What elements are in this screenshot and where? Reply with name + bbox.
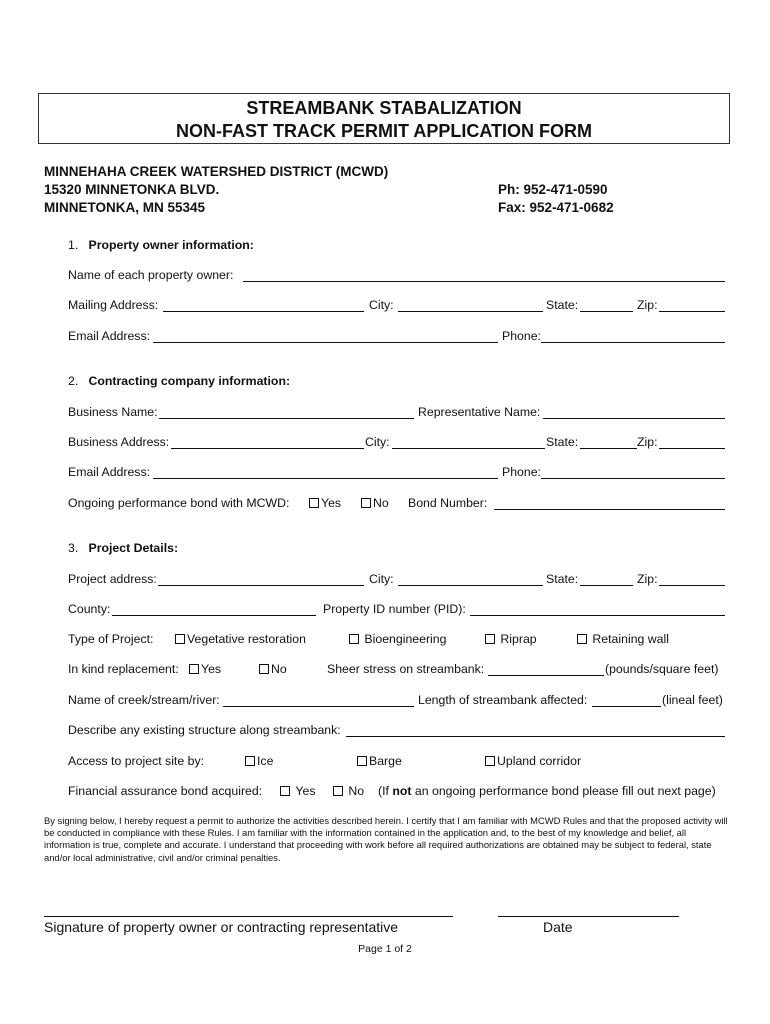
financial-yes-checkbox[interactable] [280, 786, 290, 796]
access-barge-label: Barge [369, 754, 402, 768]
owner-email-field[interactable] [153, 342, 498, 343]
project-city-label: City: [369, 572, 394, 586]
owner-zip-label: Zip: [637, 298, 658, 312]
business-email-label: Email Address: [68, 465, 151, 479]
section-3-heading [68, 541, 178, 555]
section-1-number: 1. [68, 238, 79, 252]
access-barge-option[interactable] [357, 754, 402, 768]
financial-note-bold: not [392, 784, 412, 798]
type-retaining-wall-label: Retaining wall [592, 632, 669, 646]
inkind-no-option[interactable] [259, 662, 287, 676]
district-address-2: MINNETONKA, MN 55345 [44, 200, 206, 215]
access-upland-checkbox[interactable] [485, 756, 495, 766]
inkind-no-label: No [271, 662, 287, 676]
bond-yes-option[interactable] [309, 496, 341, 510]
bond-question-label: Ongoing performance bond with MCWD: [68, 496, 290, 510]
section-1-heading [68, 238, 254, 252]
type-vegetative-option[interactable] [175, 632, 306, 646]
type-riprap-checkbox[interactable] [485, 634, 495, 644]
bond-no-label: No [373, 496, 389, 510]
access-upland-label: Upland corridor [497, 754, 582, 768]
business-name-label: Business Name: [68, 405, 158, 419]
access-upland-option[interactable] [485, 754, 581, 768]
section-3-title: Project Details: [88, 541, 179, 555]
pid-field[interactable] [470, 615, 725, 616]
financial-note-pre: (If [378, 784, 393, 798]
mailing-address-field[interactable] [163, 311, 364, 312]
inkind-yes-option[interactable] [189, 662, 221, 676]
business-zip-field[interactable] [659, 448, 725, 449]
project-zip-label: Zip: [637, 572, 658, 586]
pid-label: Property ID number (PID): [323, 602, 466, 616]
section-1-title: Property owner information: [88, 238, 254, 252]
access-barge-checkbox[interactable] [357, 756, 367, 766]
length-label: Length of streambank affected: [418, 693, 588, 707]
type-bioengineering-option[interactable] [349, 632, 446, 646]
representative-field[interactable] [543, 418, 725, 419]
creek-name-field[interactable] [223, 706, 414, 707]
business-state-label: State: [546, 435, 579, 449]
district-phone: Ph: 952-471-0590 [498, 182, 608, 197]
signature-label: Signature of property owner or contracting representative [44, 919, 399, 935]
inkind-no-checkbox[interactable] [259, 664, 269, 674]
district-contact [498, 181, 614, 217]
project-address-label: Project address: [68, 572, 157, 586]
type-vegetative-label: Vegetative restoration [187, 632, 306, 646]
business-address-field[interactable] [171, 448, 364, 449]
owner-city-label: City: [369, 298, 394, 312]
sheer-stress-unit: (pounds/square feet) [605, 662, 719, 676]
district-fax: Fax: 952-471-0682 [498, 200, 614, 215]
certification-text: By signing below, I hereby request a permit to authorize the activities described herein. I certify that I am familiar with MCWD Rules and that the proposed activity will be conducted in compliance with these Rules. I am familiar with the information contained in the application and, to the best of my knowledge and belief, all information is true, complete and accurate. I understand that proceeding with work before all required authorizations are obtained may be subject to federal, state and/or local administrative, civil and/or criminal penalties. [44, 815, 728, 863]
type-bioengineering-checkbox[interactable] [349, 634, 359, 644]
inkind-yes-checkbox[interactable] [189, 664, 199, 674]
representative-label: Representative Name: [418, 405, 541, 419]
county-field[interactable] [112, 615, 316, 616]
owner-state-label: State: [546, 298, 579, 312]
length-unit: (lineal feet) [662, 693, 723, 707]
project-address-field[interactable] [158, 585, 364, 586]
owner-state-field[interactable] [580, 311, 633, 312]
financial-no-label: No [348, 784, 365, 798]
type-bioengineering-label: Bioengineering [364, 632, 447, 646]
owner-zip-field[interactable] [659, 311, 725, 312]
date-line[interactable] [498, 916, 679, 917]
creek-name-label: Name of creek/stream/river: [68, 693, 220, 707]
bond-no-option[interactable] [361, 496, 389, 510]
title-line-2: NON-FAST TRACK PERMIT APPLICATION FORM [176, 121, 592, 141]
length-field[interactable] [592, 706, 661, 707]
owner-name-field[interactable] [243, 281, 725, 282]
inkind-yes-label: Yes [201, 662, 222, 676]
bond-number-label: Bond Number: [408, 496, 488, 510]
access-label: Access to project site by: [68, 754, 205, 768]
district-address-1: 15320 MINNETONKA BLVD. [44, 182, 220, 197]
structure-field[interactable] [346, 736, 725, 737]
section-3-number: 3. [68, 541, 79, 555]
inkind-label: In kind replacement: [68, 662, 179, 676]
financial-note-post: an ongoing performance bond please fill out next page) [411, 784, 716, 798]
owner-email-label: Email Address: [68, 329, 151, 343]
owner-city-field[interactable] [398, 311, 543, 312]
type-retaining-wall-checkbox[interactable] [577, 634, 587, 644]
signature-line[interactable] [44, 916, 453, 917]
business-phone-field[interactable] [541, 478, 725, 479]
business-email-field[interactable] [153, 478, 498, 479]
bond-number-field[interactable] [494, 509, 725, 510]
page-number: Page 1 of 2 [358, 943, 412, 955]
business-zip-label: Zip: [637, 435, 658, 449]
financial-no-checkbox[interactable] [333, 786, 343, 796]
project-state-label: State: [546, 572, 579, 586]
bond-no-checkbox[interactable] [361, 498, 371, 508]
financial-yes-label: Yes [295, 784, 316, 798]
project-state-field[interactable] [580, 585, 633, 586]
sheer-stress-label: Sheer stress on streambank: [327, 662, 485, 676]
title-line-1: STREAMBANK STABALIZATION [246, 98, 522, 118]
business-phone-label: Phone: [502, 465, 541, 479]
section-2-title: Contracting company information: [88, 374, 291, 388]
business-address-label: Business Address: [68, 435, 170, 449]
project-type-label: Type of Project: [68, 632, 154, 646]
access-ice-checkbox[interactable] [245, 756, 255, 766]
type-vegetative-checkbox[interactable] [175, 634, 185, 644]
owner-phone-field[interactable] [541, 342, 725, 343]
form-title [38, 93, 730, 144]
access-ice-option[interactable] [245, 754, 273, 768]
district-header [44, 163, 388, 217]
owner-phone-label: Phone: [502, 329, 541, 343]
section-2-number: 2. [68, 374, 79, 388]
financial-yes-option[interactable] [280, 784, 315, 798]
county-label: County: [68, 602, 111, 616]
owner-name-label: Name of each property owner: [68, 268, 234, 282]
project-zip-field[interactable] [659, 585, 725, 586]
date-label: Date [543, 919, 573, 935]
project-city-field[interactable] [398, 585, 543, 586]
business-city-field[interactable] [392, 448, 545, 449]
type-riprap-label: Riprap [500, 632, 537, 646]
type-retaining-wall-option[interactable] [577, 632, 669, 646]
financial-label: Financial assurance bond acquired: [68, 784, 263, 798]
business-city-label: City: [365, 435, 390, 449]
bond-yes-checkbox[interactable] [309, 498, 319, 508]
financial-note [378, 784, 716, 798]
financial-no-option[interactable] [333, 784, 364, 798]
sheer-stress-field[interactable] [488, 675, 604, 676]
business-state-field[interactable] [580, 448, 637, 449]
mailing-address-label: Mailing Address: [68, 298, 159, 312]
structure-label: Describe any existing structure along streambank: [68, 723, 341, 737]
bond-yes-label: Yes [321, 496, 342, 510]
district-name: MINNEHAHA CREEK WATERSHED DISTRICT (MCWD) [44, 164, 389, 179]
type-riprap-option[interactable] [485, 632, 537, 646]
business-name-field[interactable] [159, 418, 414, 419]
access-ice-label: Ice [257, 754, 274, 768]
section-2-heading [68, 374, 290, 388]
